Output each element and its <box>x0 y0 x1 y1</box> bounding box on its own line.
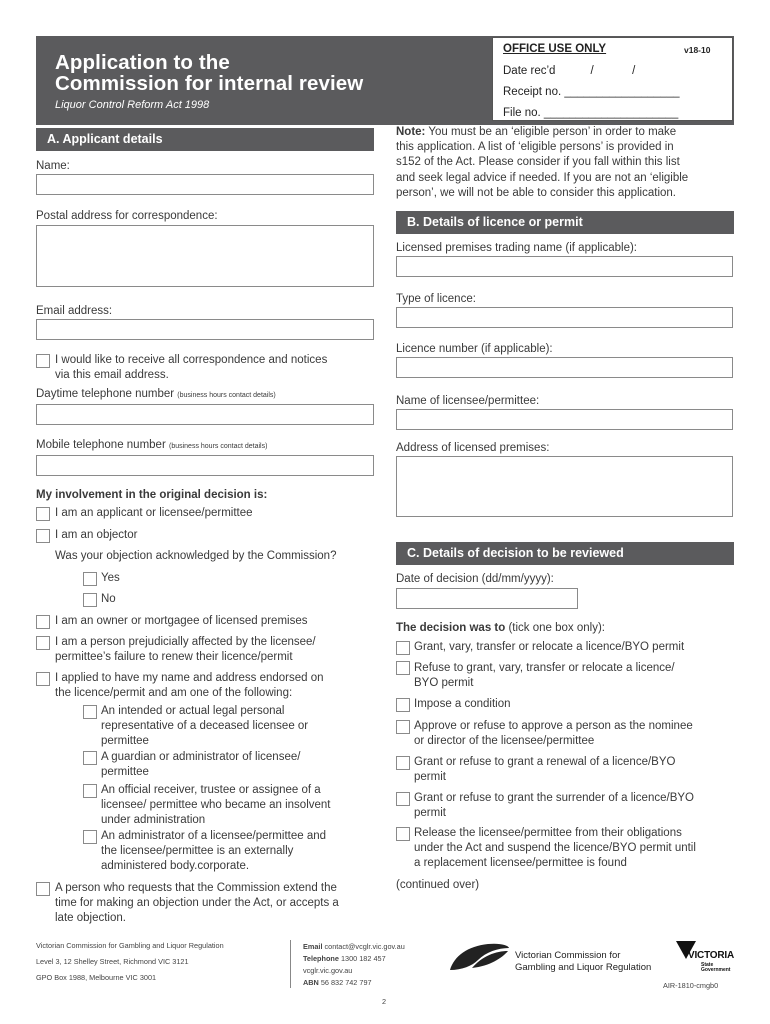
official-receiver-label: An official receiver, trustee or assignee of a licensee/ permittee who became an insolvent under administration <box>101 784 331 826</box>
guardian-checkbox[interactable] <box>83 751 97 765</box>
email-label: Email address: <box>36 305 113 317</box>
vcglr-logo-text: Victorian Commission for Gambling and Liquor Regulation <box>515 950 652 973</box>
page-subtitle: Liquor Control Reform Act 1998 <box>55 99 210 111</box>
extend-time-checkbox[interactable] <box>36 882 50 896</box>
footer-email-link[interactable]: contact@vcglr.vic.gov.au <box>324 942 405 951</box>
version-label: v18-10 <box>684 45 711 55</box>
name-input[interactable] <box>36 174 374 195</box>
renewal-checkbox[interactable] <box>396 756 410 770</box>
licence-type-label: Type of licence: <box>396 293 476 305</box>
licensee-name-input[interactable] <box>396 409 733 430</box>
continued-note: (continued over) <box>396 879 480 891</box>
impose-condition-label: Impose a condition <box>414 698 511 710</box>
page-title: Application to the Commission for internal review <box>55 51 364 95</box>
section-c-header: C. Details of decision to be reviewed <box>396 542 734 565</box>
objector-label: I am an objector <box>55 529 138 541</box>
decision-date-input[interactable] <box>396 588 578 609</box>
daytime-phone-label: Daytime telephone number (business hours contact details) <box>36 388 276 400</box>
decision-date-label: Date of decision (dd/mm/yyyy): <box>396 573 554 585</box>
official-receiver-checkbox[interactable] <box>83 784 97 798</box>
mobile-phone-input[interactable] <box>36 455 374 476</box>
administrator-label: An administrator of a licensee/permittee and the licensee/permittee is an externally administered body.corporate. <box>101 830 327 872</box>
office-use-title: OFFICE USE ONLY <box>503 43 607 55</box>
grant-vary-checkbox[interactable] <box>396 641 410 655</box>
premises-address-label: Address of licensed premises: <box>396 442 550 454</box>
footer-address-block: Victorian Commission for Gambling and Liquor Regulation Level 3, 12 Shelley Street, Richmond VIC 3121 GPO Box 1988, Melbourne VIC 3001 <box>36 941 224 982</box>
refuse-grant-checkbox[interactable] <box>396 661 410 675</box>
acknowledged-question: Was your objection acknowledged by the Commission? <box>55 550 337 562</box>
surrender-checkbox[interactable] <box>396 792 410 806</box>
applicant-checkbox[interactable] <box>36 507 50 521</box>
prejudiced-label: I am a person prejudicially affected by the licensee/ permittee’s failure to renew their licence/permit <box>55 636 316 663</box>
victoria-logo-text: VICTORIA <box>688 950 734 961</box>
licence-type-input[interactable] <box>396 307 733 328</box>
name-label: Name: <box>36 160 70 172</box>
objector-checkbox[interactable] <box>36 529 50 543</box>
licence-number-input[interactable] <box>396 357 733 378</box>
applicant-label: I am an applicant or licensee/permittee <box>55 507 253 519</box>
vcglr-logo-icon <box>448 942 510 972</box>
postal-address-input[interactable] <box>36 225 374 287</box>
legal-representative-checkbox[interactable] <box>83 705 97 719</box>
eligibility-note: Note: You must be an ‘eligible person’ in order to make this application. A list of ‘eligible persons’ is provided in s152 of the Act. Please consider if you fall within this list and seek legal advice if needed. If you are not an ‘eligible person’, we will not be able to consider this application. <box>396 126 689 199</box>
approve-nominee-checkbox[interactable] <box>396 720 410 734</box>
form-code: AIR-1810-cmgb0 <box>663 981 719 990</box>
premises-address-input[interactable] <box>396 456 733 517</box>
footer-divider <box>290 940 291 988</box>
daytime-phone-input[interactable] <box>36 404 374 425</box>
owner-checkbox[interactable] <box>36 615 50 629</box>
section-b-header: B. Details of licence or permit <box>396 211 734 234</box>
guardian-label: A guardian or administrator of licensee/ permittee <box>101 751 301 778</box>
approve-nominee-label: Approve or refuse to approve a person as the nominee or director of the licensee/permittee <box>414 720 693 747</box>
decision-heading: The decision was to (tick one box only): <box>396 622 605 634</box>
owner-label: I am an owner or mortgagee of licensed premises <box>55 615 308 627</box>
prejudiced-checkbox[interactable] <box>36 636 50 650</box>
date-received: Date rec’d / / <box>503 65 636 77</box>
involvement-heading: My involvement in the original decision is: <box>36 489 268 501</box>
office-use-box <box>492 37 733 121</box>
grant-vary-label: Grant, vary, transfer or relocate a licence/BYO permit <box>414 641 685 653</box>
acknowledged-yes-checkbox[interactable] <box>83 572 97 586</box>
legal-representative-label: An intended or actual legal personal representative of a deceased licensee or permittee <box>101 705 309 747</box>
licensee-name-label: Name of licensee/permittee: <box>396 395 540 407</box>
impose-condition-checkbox[interactable] <box>396 698 410 712</box>
release-licensee-checkbox[interactable] <box>396 827 410 841</box>
acknowledged-no-checkbox[interactable] <box>83 593 97 607</box>
file-number: File no. _____________________ <box>503 107 679 119</box>
acknowledged-no-label: No <box>101 593 116 605</box>
section-a-header: A. Applicant details <box>36 128 374 151</box>
trading-name-input[interactable] <box>396 256 733 277</box>
administrator-checkbox[interactable] <box>83 830 97 844</box>
victoria-logo-subtext: State Government <box>701 962 731 973</box>
acknowledged-yes-label: Yes <box>101 572 120 584</box>
trading-name-label: Licensed premises trading name (if applicable): <box>396 242 637 254</box>
email-consent-label: I would like to receive all correspondence and notices via this email address. <box>55 354 328 381</box>
email-input[interactable] <box>36 319 374 340</box>
mobile-phone-label: Mobile telephone number (business hours contact details) <box>36 439 268 451</box>
renewal-label: Grant or refuse to grant a renewal of a licence/BYO permit <box>414 756 676 783</box>
footer-website-link[interactable]: vcglr.vic.gov.au <box>303 966 353 975</box>
page-number: 2 <box>382 997 387 1006</box>
endorsed-label: I applied to have my name and address endorsed on the licence/permit and am one of the following: <box>55 672 324 699</box>
endorsed-checkbox[interactable] <box>36 672 50 686</box>
email-consent-checkbox[interactable] <box>36 354 50 368</box>
receipt-number: Receipt no. __________________ <box>503 86 680 98</box>
extend-time-label: A person who requests that the Commission extend the time for making an objection under the Act, or accepts a late objection. <box>55 882 339 924</box>
postal-address-label: Postal address for correspondence: <box>36 210 218 222</box>
release-licensee-label: Release the licensee/permittee from their obligations under the Act and suspend the licence/BYO permit until a replacement licensee/permittee is found <box>414 827 696 869</box>
surrender-label: Grant or refuse to grant the surrender of a licence/BYO permit <box>414 792 694 819</box>
refuse-grant-label: Refuse to grant, vary, transfer or relocate a licence/ BYO permit <box>414 662 675 689</box>
licence-number-label: Licence number (if applicable): <box>396 343 553 355</box>
footer-contact-block: Email contact@vcglr.vic.gov.au Telephone 1300 182 457 vcglr.vic.gov.au ABN 56 832 742 797 <box>303 942 405 987</box>
